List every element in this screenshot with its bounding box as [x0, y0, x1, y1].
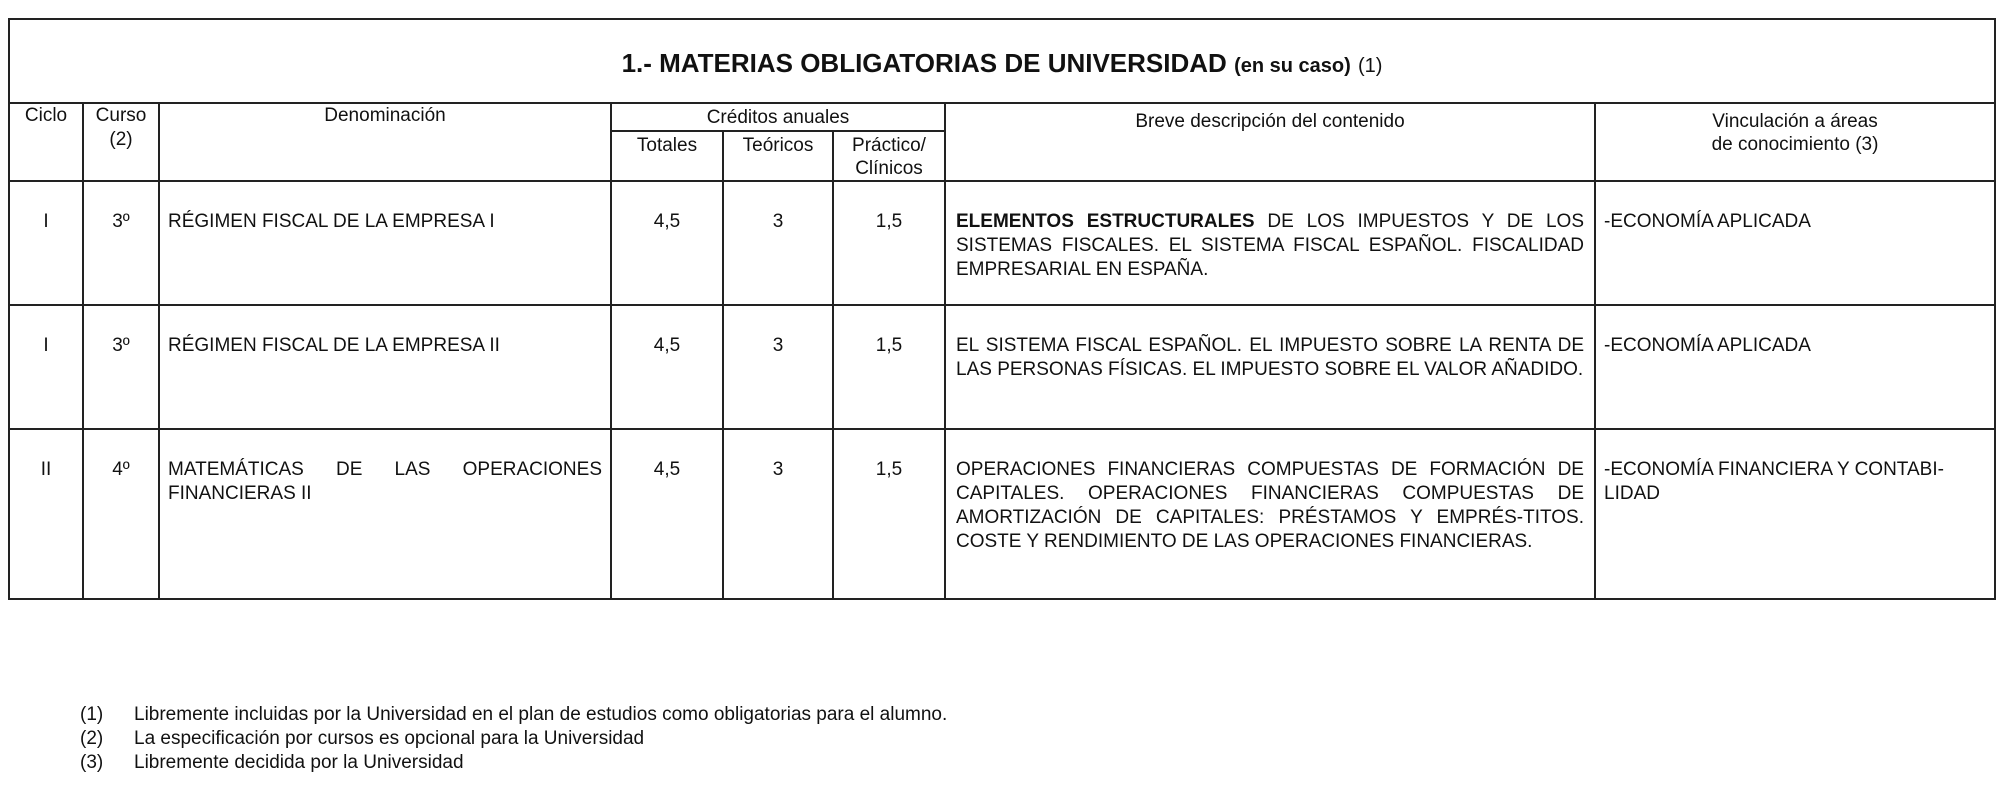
header-vinculacion-line2: de conocimiento (3) [1711, 134, 1879, 155]
cell-ciclo: I [9, 181, 83, 305]
cell-totales: 4,5 [611, 429, 723, 599]
subjects-table [8, 18, 1996, 600]
header-vinculacion-line1: Vinculación a áreas [1712, 111, 1878, 132]
header-totales [611, 131, 723, 181]
header-practicos-line1: Práctico/ [852, 135, 926, 156]
footnote-item [80, 703, 947, 727]
cell-teoricos: 3 [723, 429, 833, 599]
cell-descripcion: OPERACIONES FINANCIERAS COMPUESTAS DE FORMACIÓN DE CAPITALES. OPERACIONES FINANCIERAS COMPUESTAS DE AMORTIZACIÓN DE CAPITALES: PRÉSTAMOS Y EMPRÉS-TITOS. COSTE Y RENDIMIENTO DE LAS OPERACIONES FINANCIERAS. [945, 429, 1595, 599]
descripcion-rest: DE LOS IMPUESTOS Y DE LOS SISTEMAS FISCALES. EL SISTEMA FISCAL ESPAÑOL. FISCALIDAD EMPRESARIAL EN ESPAÑA. [956, 211, 1584, 280]
footnote-text: Libremente incluidas por la Universidad en el plan de estudios como obligatorias para el alumno. [134, 704, 948, 725]
footnotes [80, 703, 947, 775]
header-curso-label: Curso [95, 105, 147, 126]
header-descripcion-label: Breve descripción del contenido [1135, 111, 1405, 132]
cell-totales: 4,5 [611, 181, 723, 305]
table-title [9, 19, 1995, 103]
header-teoricos-label: Teóricos [742, 135, 814, 156]
footnote-number: (3) [80, 752, 104, 773]
header-creditos [611, 103, 945, 131]
cell-vinculacion: -ECONOMÍA FINANCIERA Y CONTABI-LIDAD [1595, 429, 1995, 599]
descripcion-lead: ELEMENTOS ESTRUCTURALES [956, 211, 1255, 232]
title-main: 1.- MATERIAS OBLIGATORIAS DE UNIVERSIDAD [621, 47, 1227, 78]
header-curso [83, 103, 159, 181]
header-curso-note: (2) [109, 129, 133, 150]
cell-curso: 3º [83, 181, 159, 305]
header-denominacion-label: Denominación [324, 105, 446, 126]
header-creditos-label: Créditos anuales [706, 107, 850, 128]
table-row [9, 305, 1995, 429]
cell-denominacion: MATEMÁTICAS DE LAS OPERACIONES FINANCIERAS II [159, 429, 611, 599]
header-teoricos [723, 131, 833, 181]
header-denominacion [159, 103, 611, 181]
cell-vinculacion: -ECONOMÍA APLICADA [1595, 181, 1995, 305]
table-row [9, 181, 1995, 305]
cell-practicos: 1,5 [833, 181, 945, 305]
header-practicos-line2: Clínicos [855, 158, 923, 179]
cell-teoricos: 3 [723, 305, 833, 429]
cell-practicos: 1,5 [833, 429, 945, 599]
cell-totales: 4,5 [611, 305, 723, 429]
footnote-text: La especificación por cursos es opcional para la Universidad [134, 728, 645, 749]
header-totales-label: Totales [636, 135, 698, 156]
header-descripcion [945, 103, 1595, 181]
cell-teoricos: 3 [723, 181, 833, 305]
footnote-number: (2) [80, 728, 104, 749]
footnote-text: Libremente decidida por la Universidad [134, 752, 464, 773]
cell-denominacion: RÉGIMEN FISCAL DE LA EMPRESA II [159, 305, 611, 429]
footnote-number: (1) [80, 704, 104, 725]
cell-curso: 3º [83, 305, 159, 429]
cell-descripcion: EL SISTEMA FISCAL ESPAÑOL. EL IMPUESTO SOBRE LA RENTA DE LAS PERSONAS FÍSICAS. EL IMPUESTO SOBRE EL VALOR AÑADIDO. [945, 305, 1595, 429]
footnote-item [80, 727, 947, 751]
cell-ciclo: I [9, 305, 83, 429]
cell-practicos: 1,5 [833, 305, 945, 429]
header-ciclo-label: Ciclo [24, 105, 68, 126]
title-note: (1) [1358, 54, 1383, 77]
cell-curso: 4º [83, 429, 159, 599]
cell-denominacion: RÉGIMEN FISCAL DE LA EMPRESA I [159, 181, 611, 305]
header-ciclo [9, 103, 83, 181]
cell-vinculacion: -ECONOMÍA APLICADA [1595, 305, 1995, 429]
header-vinculacion [1595, 103, 1995, 181]
title-paren: (en su caso) [1234, 54, 1351, 77]
cell-descripcion [945, 181, 1595, 305]
table-row [9, 429, 1995, 599]
footnote-item [80, 751, 947, 775]
header-practicos [833, 131, 945, 181]
cell-ciclo: II [9, 429, 83, 599]
